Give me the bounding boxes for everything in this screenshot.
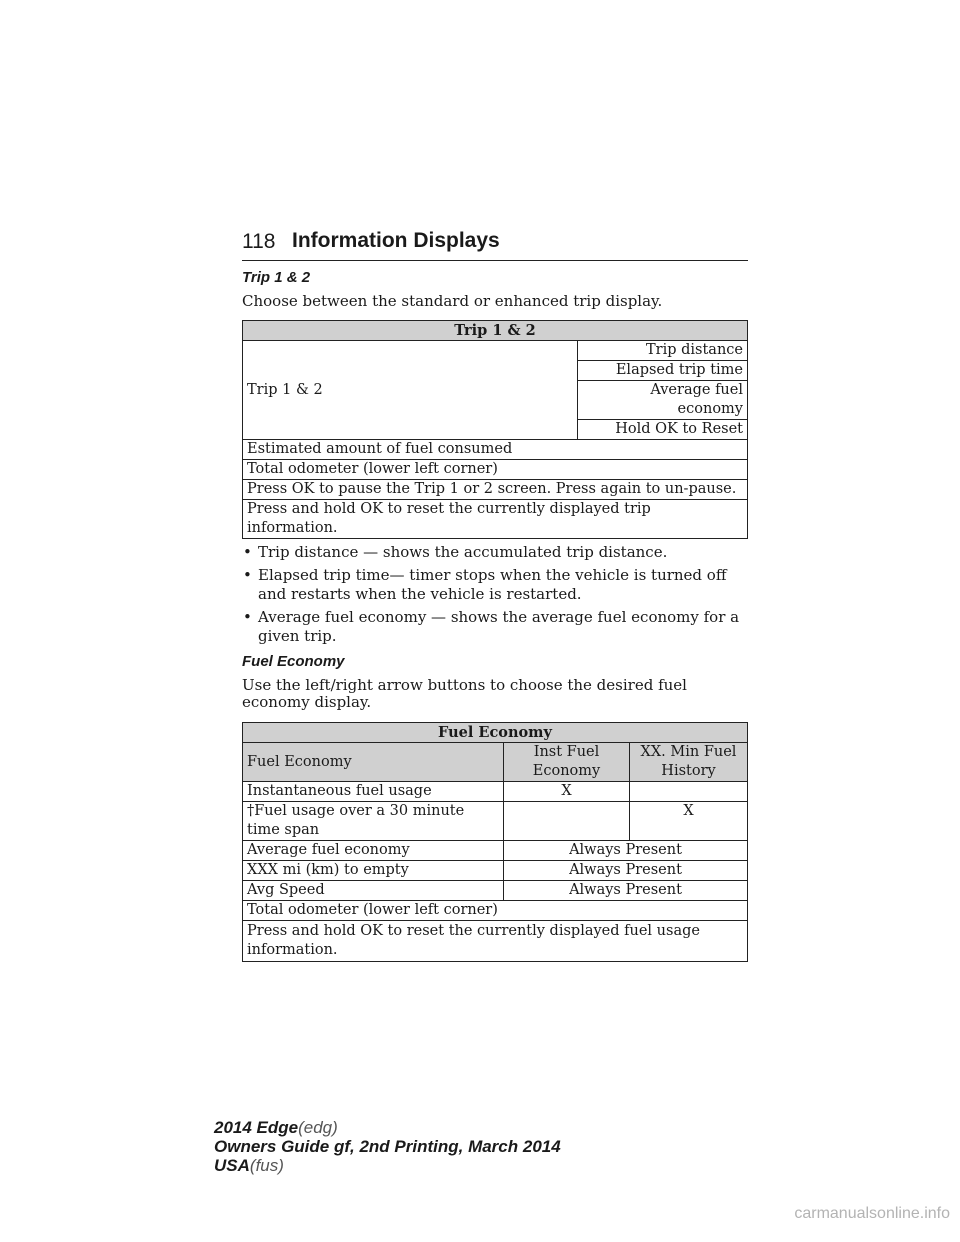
table-row [243, 861, 748, 881]
trip-table-header-row [243, 321, 748, 341]
fuel-table-head-cell: Inst Fuel Economy [504, 743, 630, 782]
fuel-intro: Use the left/right arrow buttons to choose the desired fuel economy display. [242, 676, 687, 711]
fuel-table-head-cell: Fuel Economy [243, 743, 504, 782]
list-item [242, 608, 748, 646]
bullet-icon: • [243, 608, 252, 626]
trip-table-row [243, 440, 748, 460]
trip-table-title: Trip 1 & 2 [243, 321, 748, 341]
list-item [242, 543, 748, 562]
trip-table-item: Trip distance [578, 341, 748, 361]
fuel-table-cell: Instantaneous fuel usage [243, 782, 504, 802]
fuel-table-cell: X [504, 782, 630, 802]
fuel-table-head-cell: XX. Min Fuel History [630, 743, 748, 782]
footer-model-code: (edg) [298, 1118, 338, 1137]
trip-table-row [243, 500, 748, 539]
fuel-table-cell: XXX mi (km) to empty [243, 861, 504, 881]
footer-model-line [214, 1118, 561, 1137]
fuel-table [242, 722, 748, 962]
footer-region-line [214, 1156, 561, 1175]
table-row [243, 881, 748, 901]
bullet-icon: • [243, 543, 252, 561]
fuel-table-cell: Always Present [504, 861, 748, 881]
trip-table-cell: Estimated amount of fuel consumed [243, 440, 748, 460]
trip-table-item: Hold OK to Reset [578, 420, 748, 440]
trip-table-row [243, 341, 748, 361]
trip-table-cell: Press OK to pause the Trip 1 or 2 screen. Press again to un-pause. [243, 480, 748, 500]
table-row [243, 802, 748, 841]
trip-table-cell: Press and hold OK to reset the currently displayed trip information. [243, 500, 748, 539]
fuel-table-cell: †Fuel usage over a 30 minute time span [243, 802, 504, 841]
page-footer [214, 1118, 561, 1175]
table-row [243, 841, 748, 861]
fuel-table-cell: Always Present [504, 841, 748, 861]
fuel-table-cell: Average fuel economy [243, 841, 504, 861]
table-row [243, 901, 748, 921]
bullet-text: Trip distance — shows the accumulated trip distance. [258, 543, 668, 561]
fuel-table-title: Fuel Economy [243, 723, 748, 743]
fuel-table-cell: Avg Speed [243, 881, 504, 901]
fuel-table-cell: Total odometer (lower left corner) [243, 901, 748, 921]
list-item [242, 566, 748, 604]
fuel-table-cell: X [630, 802, 748, 841]
fuel-table-cell [504, 802, 630, 841]
trip-table-item: Average fuel economy [578, 381, 748, 420]
watermark: carmanualsonline.info [794, 1205, 950, 1222]
footer-model: 2014 Edge [214, 1118, 299, 1137]
footer-region-code: (fus) [249, 1156, 284, 1175]
trip-table [242, 320, 748, 539]
page-number: 118 [242, 230, 276, 253]
trip-section-heading: Trip 1 & 2 [242, 269, 311, 286]
trip-bullet-list [242, 543, 748, 646]
fuel-table-subheader-row [243, 743, 748, 782]
fuel-table-cell: Always Present [504, 881, 748, 901]
trip-intro: Choose between the standard or enhanced trip display. [242, 292, 663, 310]
trip-table-row [243, 480, 748, 500]
fuel-section-heading: Fuel Economy [242, 653, 345, 670]
fuel-table-cell: Press and hold OK to reset the currently displayed fuel usage information. [243, 921, 748, 962]
table-row [243, 921, 748, 962]
footer-guide: Owners Guide gf, 2nd Printing, March 2014 [214, 1137, 561, 1156]
page-content [242, 268, 748, 962]
page-header [242, 228, 748, 261]
trip-table-label: Trip 1 & 2 [243, 341, 578, 440]
footer-region: USA [214, 1156, 250, 1175]
page-title: Information Displays [292, 229, 500, 252]
table-row [243, 782, 748, 802]
bullet-text: Average fuel economy — shows the average fuel economy for a given trip. [258, 608, 740, 645]
bullet-text: Elapsed trip time— timer stops when the vehicle is turned off and restarts when the vehicle is restarted. [258, 566, 727, 603]
trip-table-cell: Total odometer (lower left corner) [243, 460, 748, 480]
trip-table-row [243, 460, 748, 480]
fuel-table-cell [630, 782, 748, 802]
fuel-table-header-row [243, 723, 748, 743]
bullet-icon: • [243, 566, 252, 584]
trip-table-item: Elapsed trip time [578, 361, 748, 381]
